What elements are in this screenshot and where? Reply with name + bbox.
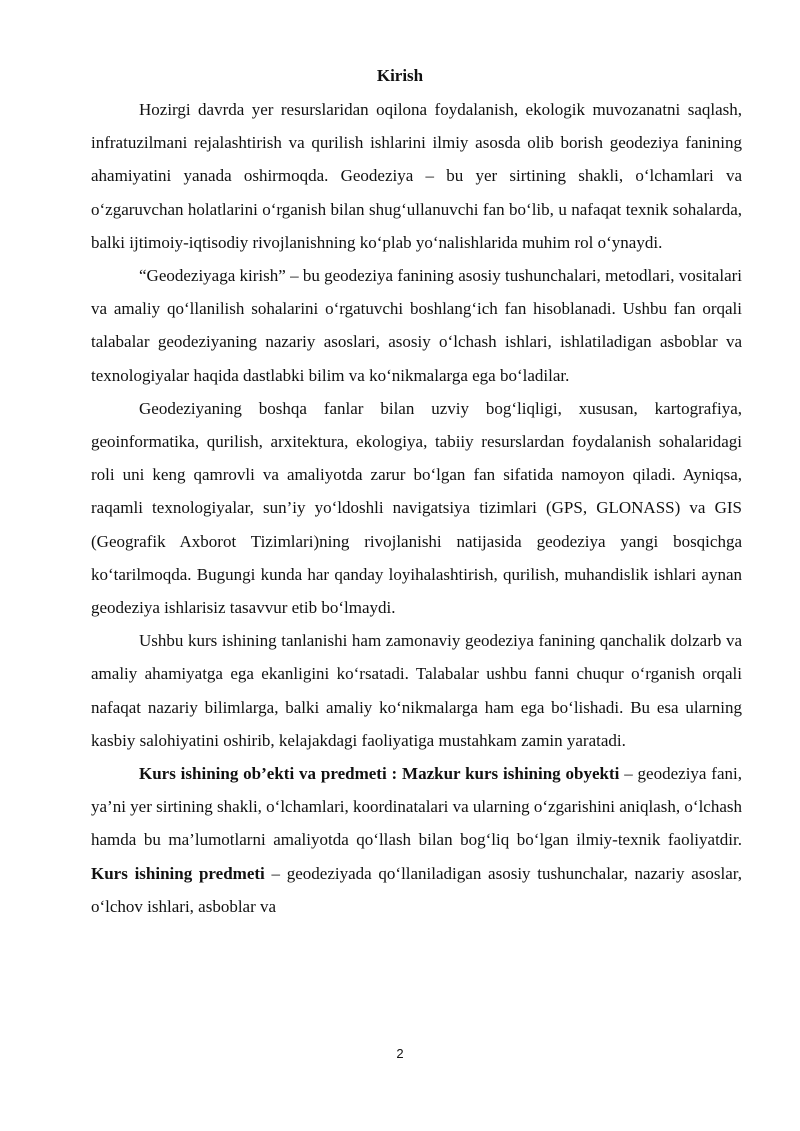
object-description: – geodeziya fani, ya’ni yer sirtining shakli, o‘lchamlari, koordinatalari va ularning o‘zgarishini aniqlash, o‘lchash hamda bu ma’lumotlarni amaliyotda qo‘llash bilan bog‘liq bo‘lgan ilmiy-texnik faoliyatdir. (91, 764, 743, 850)
paragraph-course-description: “Geodeziyaga kirish” – bu geodeziya fanining asosiy tushunchalari, metodlari, vositalari va amaliy qo‘llanilish sohalarini o‘rgatuvchi boshlang‘ich fan hisoblanadi. Ushbu fan orqali talabalar geodeziyaning nazariy asoslari, asosiy o‘lchash ishlari, ishlatiladigan asboblar va texnologiyalar haqida dastlabki bilim va ko‘nikmalarga ega bo‘ladilar. (91, 266, 742, 385)
paragraph-related-fields: Geodeziyaning boshqa fanlar bilan uzviy bog‘liqligi, xususan, kartografiya, geoinformatika, qurilish, arxitektura, ekologiya, tabiiy resurslardan foydalanish sohalaridagi roli uni keng qamrovli va amaliyotda zarur bo‘lgan fan sifatida namoyon qiladi. Ayniqsa, raqamli texnologiyalar, sun’iy yo‘ldoshli navigatsiya tizimlari (GPS, GLONASS) va GIS (Geografik Axborot Tizimlari)ning rivojlanishi natijasida geodeziya yangi bosqichga ko‘tarilmoqda. Bugungi kunda har qanday loyihalashtirish, qurilish, muhandislik ishlari aynan geodeziya ishlarisiz tasavvur etib bo‘lmaydi. (91, 398, 742, 618)
paragraph-intro: Hozirgi davrda yer resurslaridan oqilona foydalanish, ekologik muvozanatni saqlash, infratuzilmani rejalashtirish va qurilish ishlarini ilmiy asosda olib borish geodeziya fanining ahamiyatini yanada oshirmoqda. Geodeziya – bu yer sirtining shakli, o‘lchamlari va o‘zgaruvchan holatlarini o‘rganish bilan shug‘ullanuvchi fan bo‘lib, u nafaqat texnik sohalarda, balki ijtimoiy-iqtisodiy rivojlanishning ko‘plab yo‘nalishlarida muhim rol o‘ynaydi. (91, 100, 742, 252)
page-title: Kirish (376, 66, 424, 85)
body-text (91, 93, 742, 923)
object-heading: Kurs ishining ob’ekti va predmeti : Mazkur kurs ishining obyekti (139, 764, 620, 784)
page-number: 2 (396, 1046, 404, 1061)
paragraph-object-and-subject (91, 757, 742, 923)
subject-description: – geodeziyada qo‘llaniladigan asosiy tushunchalar, nazariy asoslar, o‘lchov ishlari, asboblar va (91, 863, 742, 916)
paragraph-course-relevance: Ushbu kurs ishining tanlanishi ham zamonaviy geodeziya fanining qanchalik dolzarb va amaliy ahamiyatga ega ekanligini ko‘rsatadi. Talabalar ushbu fanni chuqur o‘rganish orqali nafaqat nazariy bilimlarga, balki amaliy ko‘nikmalarga ham ega bo‘lishadi. Bu esa ularning kasbiy salohiyatini oshirib, kelajakdagi faoliyatiga mustahkam zamin yaratadi. (91, 631, 742, 750)
subject-heading: Kurs ishining predmeti (91, 863, 265, 883)
